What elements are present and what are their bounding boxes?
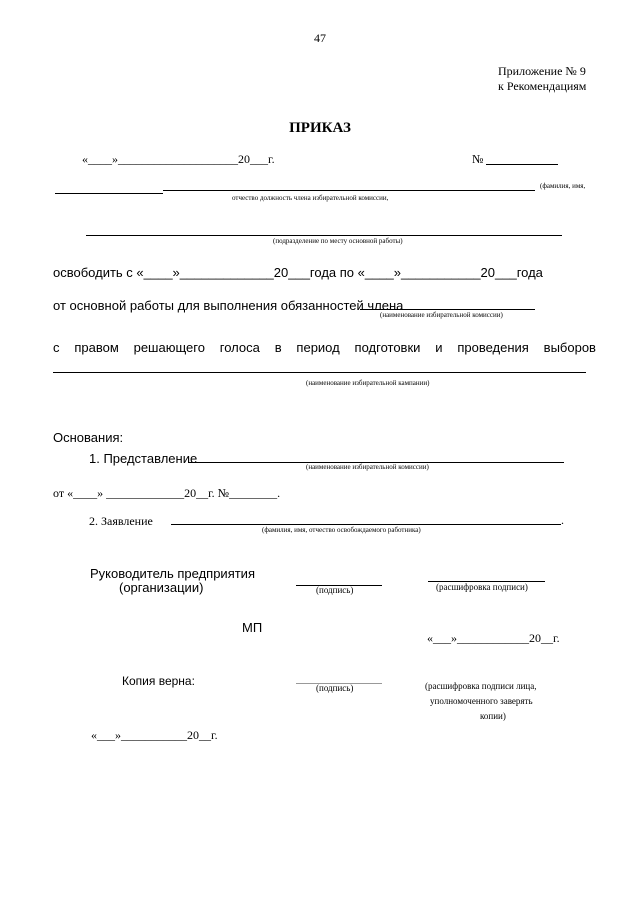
basis-label: Основания: — [53, 430, 124, 445]
commission-name-line — [360, 309, 535, 310]
page-number: 47 — [314, 31, 326, 45]
release-period-line: освободить с «____»_____________20___года по «____»___________20___года — [53, 265, 543, 280]
word: в — [274, 340, 282, 355]
authorized-caption-2: уполномоченного заверять — [430, 696, 533, 706]
sign-date: «___»____________20__г. — [427, 631, 560, 645]
word: с — [53, 340, 60, 355]
order-number-label: № — [472, 152, 484, 166]
campaign-name-line — [53, 372, 586, 373]
word: и — [435, 340, 443, 355]
item2-caption: (фамилия, имя, отчество освобождаемого работника) — [262, 526, 421, 534]
word: период — [296, 340, 340, 355]
order-date-field: «____»____________________20___г. — [82, 152, 275, 166]
fio-line-main — [163, 190, 535, 191]
item1-date-line: от «____» _____________20__г. №________. — [53, 486, 281, 500]
voting-rights-text — [53, 340, 596, 355]
department-line — [86, 235, 562, 236]
manager-title-2: (организации) — [119, 580, 204, 595]
word: голоса — [219, 340, 260, 355]
authorized-caption-3: копии) — [480, 711, 506, 721]
fio-position-caption: отчество должность члена избирательной комиссии, — [232, 194, 389, 202]
fio-caption-suffix: (фамилия, имя, — [540, 182, 586, 190]
copy-verified-label: Копия верна: — [122, 674, 195, 688]
word: выборов — [543, 340, 596, 355]
item2-dot: . — [561, 513, 564, 527]
bottom-date: «___»___________20__г. — [91, 728, 218, 742]
item2-label: 2. Заявление — [89, 514, 153, 528]
signature-decode-caption: (расшифровка подписи) — [436, 582, 528, 592]
copy-signature-caption: (подпись) — [316, 683, 354, 693]
word: правом — [74, 340, 119, 355]
authorized-caption-1: (расшифровка подписи лица, — [425, 681, 537, 691]
word: решающего — [133, 340, 205, 355]
document-title: ПРИКАЗ — [289, 120, 351, 136]
item1-caption: (наименование избирательной комиссии) — [306, 463, 429, 471]
manager-title-1: Руководитель предприятия — [90, 566, 255, 581]
campaign-name-caption: (наименование избирательной кампании) — [306, 379, 430, 387]
item1-label: 1. Представление — [89, 451, 198, 466]
from-work-text: от основной работы для выполнения обязанностей члена — [53, 298, 404, 313]
department-caption: (подразделение по месту основной работы) — [273, 237, 403, 245]
appendix-line-2: к Рекомендациям — [498, 79, 587, 93]
item2-line — [171, 524, 561, 525]
order-number-line — [486, 164, 558, 165]
stamp-mark: МП — [242, 620, 263, 635]
word: подготовки — [354, 340, 421, 355]
signature-caption: (подпись) — [316, 585, 354, 595]
fio-line-left — [55, 193, 163, 194]
appendix-line-1: Приложение № 9 — [498, 64, 586, 78]
commission-name-caption: (наименование избирательной комиссии) — [380, 311, 503, 319]
word: проведения — [457, 340, 529, 355]
